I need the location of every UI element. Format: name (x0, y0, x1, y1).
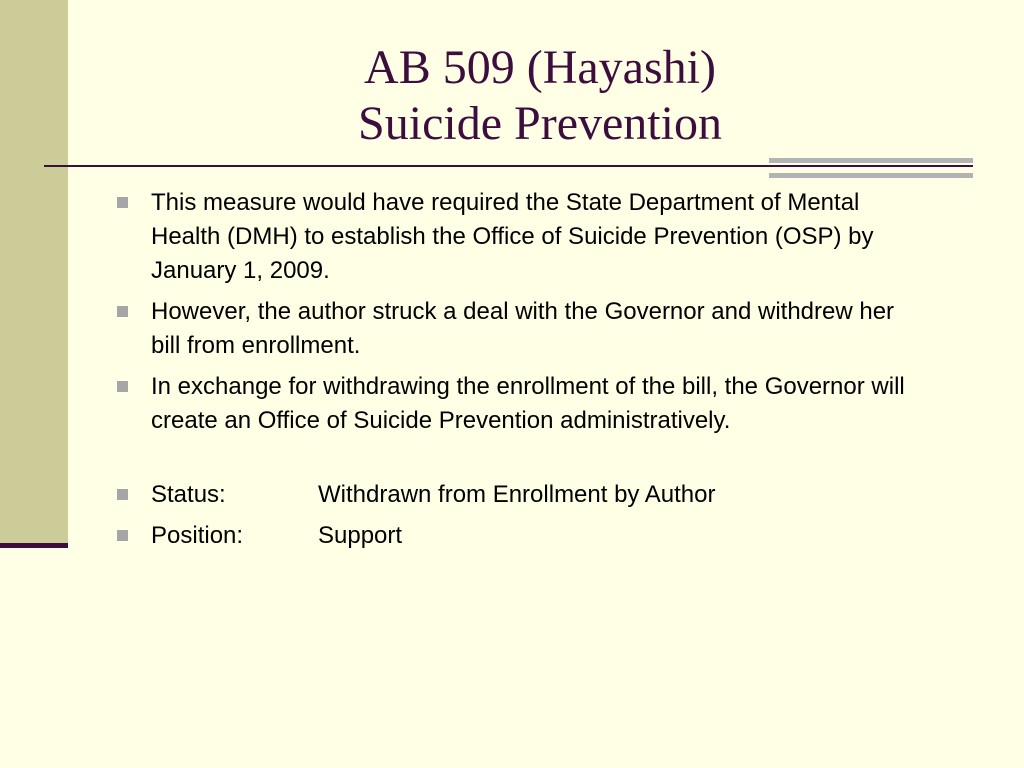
side-bar-accent-line (0, 543, 68, 548)
bullet-text: This measure would have required the State Department of Mental Health (DMH) to establish the Office of Suicide Prevention (OSP) by January 1, 2009. (151, 189, 874, 284)
status-item (115, 478, 915, 512)
position-label: Position: (151, 522, 244, 549)
title-line-1: AB 509 (Hayashi) (364, 41, 716, 94)
accent-bar-bottom (769, 173, 973, 178)
position-item (115, 519, 915, 553)
status-value: Withdrawn from Enrollment by Author (318, 481, 716, 508)
square-bullet-icon (117, 197, 128, 208)
accent-bar-top (769, 158, 973, 163)
position-value: Support (318, 522, 403, 549)
bullet-text: However, the author struck a deal with the Governor and withdrew her bill from enrollment. (151, 298, 895, 359)
square-bullet-icon (117, 306, 128, 317)
bullet-text: In exchange for withdrawing the enrollment of the bill, the Governor will create an Office of Suicide Prevention administratively. (151, 373, 905, 434)
square-bullet-icon (117, 530, 128, 541)
slide-title (230, 40, 850, 152)
title-divider (44, 165, 973, 167)
title-line-2: Suicide Prevention (358, 97, 722, 150)
left-side-bar (0, 0, 68, 548)
status-label: Status: (151, 481, 226, 508)
bullet-item (115, 370, 915, 438)
square-bullet-icon (117, 381, 128, 392)
square-bullet-icon (117, 489, 128, 500)
bullet-item (115, 186, 915, 288)
slide-content (115, 186, 915, 553)
bullet-item (115, 295, 915, 363)
